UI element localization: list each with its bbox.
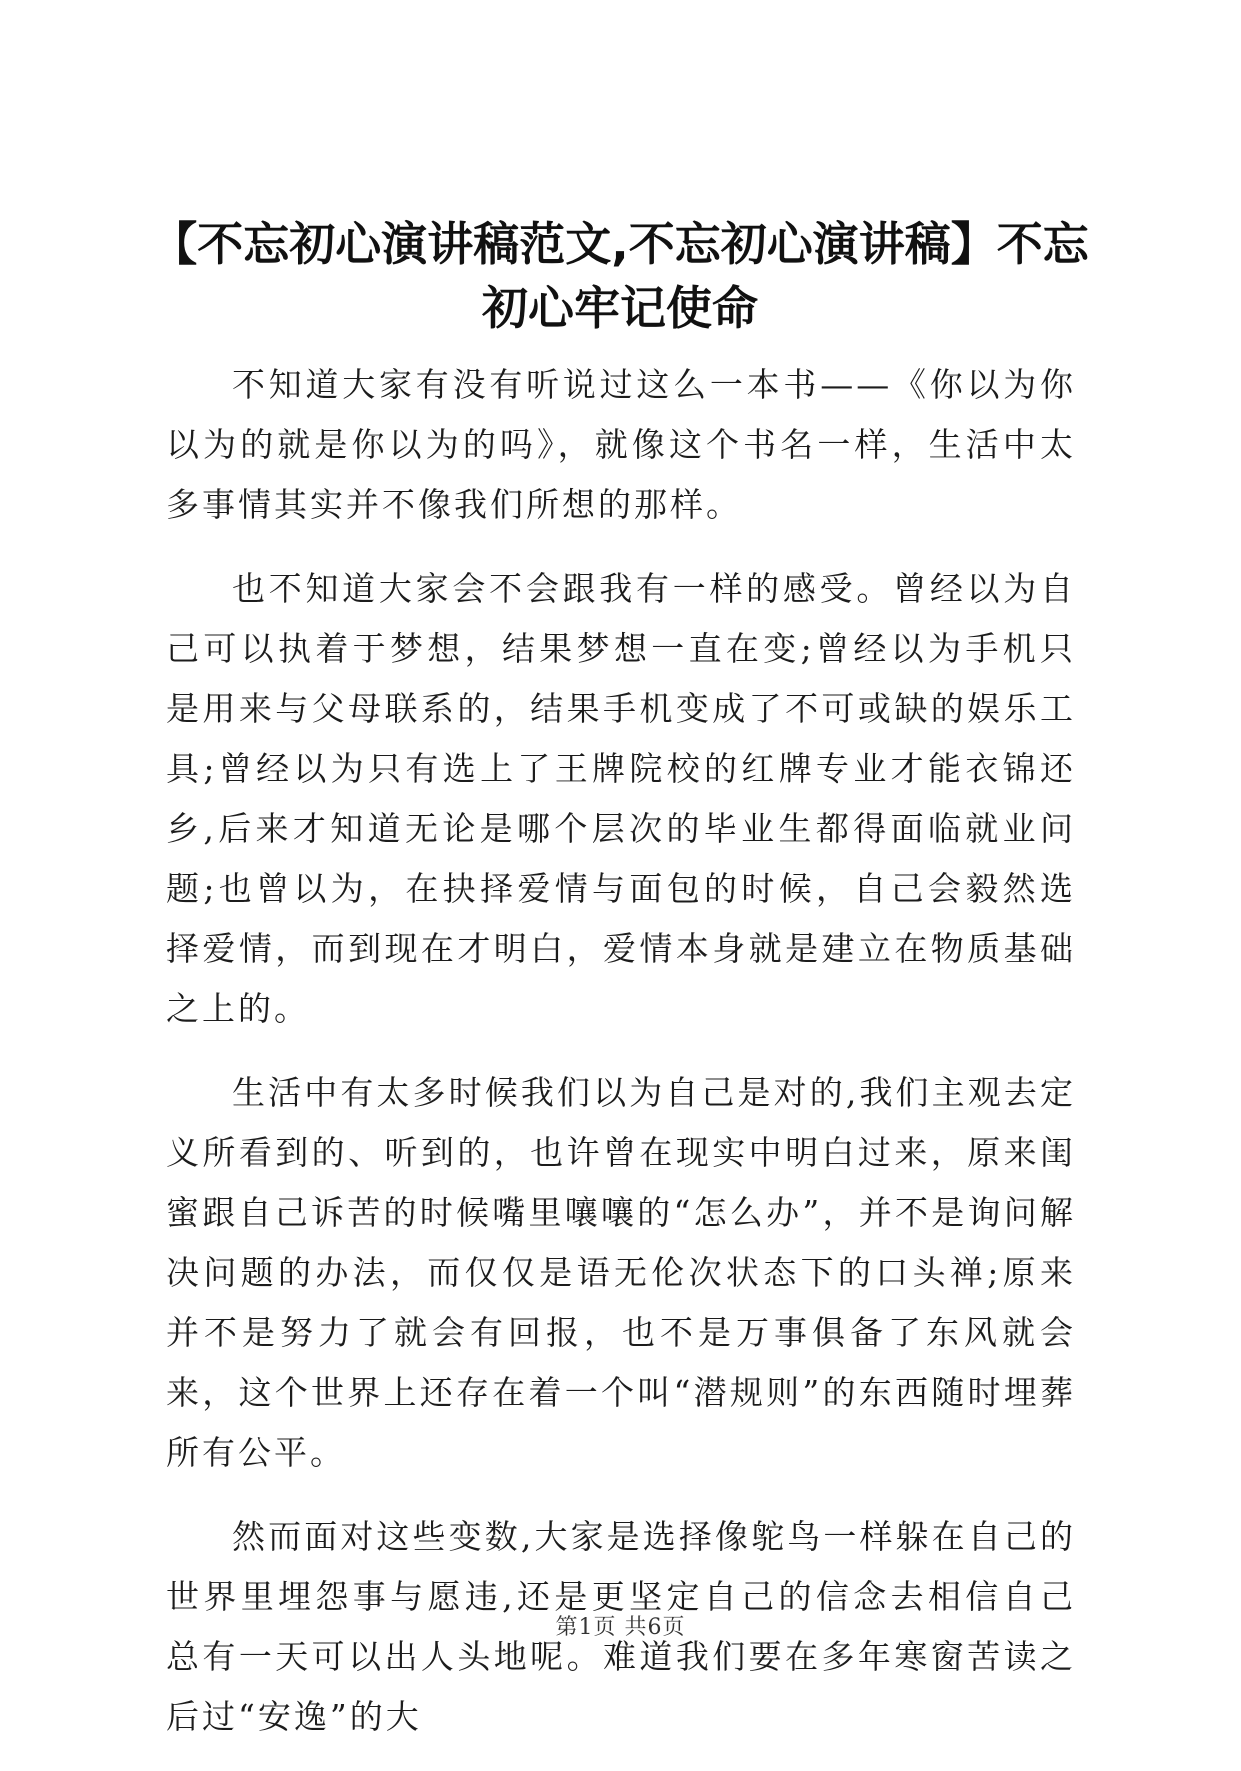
paragraph-1: 不知道大家有没有听说过这么一本书——《你以为你以为的就是你以为的吗》，就像这个书名一样，生活中太多事情其实并不像我们所想的那样。 [166,365,1076,524]
paragraph-3: 生活中有太多时候我们以为自己是对的,我们主观去定义所看到的、听到的，也许曾在现实中明白过来，原来闺蜜跟自己诉苦的时候嘴里嚷嚷的“怎么办”，并不是询问解决问题的办法，而仅仅是语无伦次状态下的口头禅;原来并不是努力了就会有回报，也不是万事俱备了东风就会来，这个世界上还存在着一个叫“潜规则”的东西随时埋葬所有公平。 [166,1073,1076,1472]
document-title: 【不忘初心演讲稿范文,不忘初心演讲稿】不忘初心牢记使命 [151,217,1089,335]
paragraph-2: 也不知道大家会不会跟我有一样的感受。曾经以为自己可以执着于梦想，结果梦想一直在变;曾经以为手机只是用来与父母联系的，结果手机变成了不可或缺的娱乐工具;曾经以为只有选上了王牌院校的红牌专业才能衣锦还乡,后来才知道无论是哪个层次的毕业生都得面临就业问题;也曾以为，在抉择爱情与面包的时候，自己会毅然选择爱情，而到现在才明白，爱情本身就是建立在物质基础之上的。 [166,569,1076,1028]
document-body [166,355,1076,1771]
page-number-footer: 第1页 共6页 [555,1615,686,1640]
paragraph-4: 然而面对这些变数,大家是选择像鸵鸟一样躲在自己的世界里埋怨事与愿违,还是更坚定自己的信念去相信自己总有一天可以出人头地呢。难道我们要在多年寒窗苦读之后过“安逸”的大 [166,1517,1076,1736]
